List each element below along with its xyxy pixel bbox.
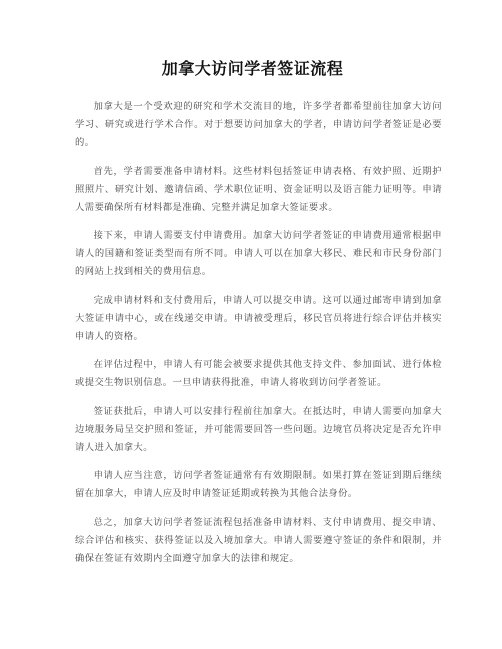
document-title: 加拿大访问学者签证流程 (161, 59, 344, 78)
paragraph-submit-application: 完成申请材料和支付费用后，申请人可以提交申请。这可以通过邮寄申请到加拿大签证申请中心，或在线递交申请。申请被受理后，移民官员将进行综合评估并核实申请人的资格。 (75, 294, 442, 342)
paragraph-intro: 加拿大是一个受欢迎的研究和学术交流目的地，许多学者都希望前往加拿大访问学习、研究或进行学术合作。对于想要访问加拿大的学者，申请访问学者签证是必要的。 (75, 101, 442, 148)
paragraph-summary: 总之，加拿大访问学者签证流程包括准备申请材料、支付申请费用、提交申请、综合评估和核实、获得签证以及入境加拿大。申请人需要遵守签证的条件和限制，并确保在签证有效期内全面遵守加拿大的法律和规定。 (75, 516, 442, 564)
paragraph-pay-fees: 接下来，申请人需要支付申请费用。加拿大访问学者签证的申请费用通常根据申请人的国籍和签证类型而有所不同。申请人可以在加拿大移民、难民和市民身份部门的网站上找到相关的费用信息。 (75, 230, 442, 277)
paragraph-validity: 申请人应当注意，访问学者签证通常有有效期限制。如果打算在签证到期后继续留在加拿大，申请人应及时申请签证延期或转换为其他合法身份。 (75, 470, 442, 499)
paragraph-travel-entry: 签证获批后，申请人可以安排行程前往加拿大。在抵达时，申请人需要向加拿大边境服务局呈交护照和签证，并可能需要回答一些问题。边境官员将决定是否允许申请人进入加拿大。 (75, 405, 442, 453)
paragraph-prepare-materials: 首先，学者需要准备申请材料。这些材料包括签证申请表格、有效护照、近期护照照片、研究计划、邀请信函、学术职位证明、资金证明以及语言能力证明等。申请人需要确保所有材料都是准确、完整并满足加拿大签证要求。 (75, 165, 442, 213)
paragraph-assessment: 在评估过程中，申请人有可能会被要求提供其他支持文件、参加面试、进行体检或提交生物识别信息。一旦申请获得批准，申请人将收到访问学者签证。 (75, 359, 442, 388)
